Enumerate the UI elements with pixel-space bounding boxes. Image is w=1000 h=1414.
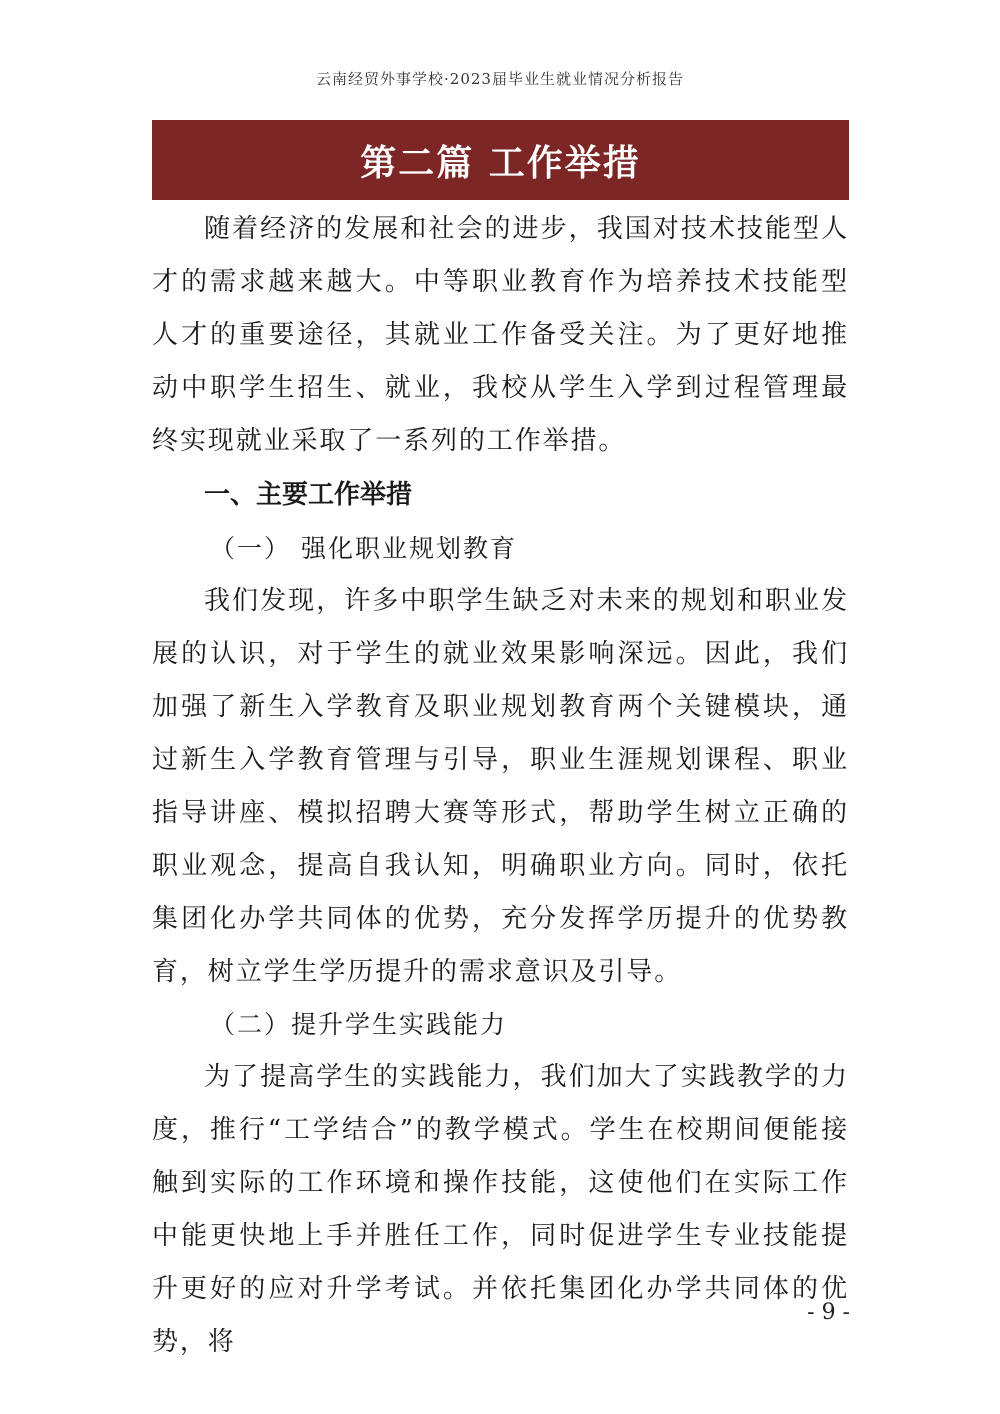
subsection-heading-1: （一） 强化职业规划教育	[210, 534, 517, 563]
subsection-heading-2: （二）提升学生实践能力	[210, 1010, 508, 1039]
chapter-banner	[152, 120, 849, 200]
subsection-paragraph-1: 我们发现，许多中职学生缺乏对未来的规划和职业发展的认识，对于学生的就业效果影响深远。因此，我们加强了新生入学教育及职业规划教育两个关键模块，通过新生入学教育管理与引导，职业生涯规划课程、职业指导讲座、模拟招聘大赛等形式，帮助学生树立正确的职业观念，提高自我认知，明确职业方向。同时，依托集团化办学共同体的优势，充分发挥学历提升的优势教育，树立学生学历提升的需求意识及引导。	[152, 586, 849, 987]
section-heading: 一、主要工作举措	[204, 480, 413, 510]
intro-paragraph: 随着经济的发展和社会的进步，我国对技术技能型人才的需求越来越大。中等职业教育作为培养技术技能型人才的重要途径，其就业工作备受关注。为了更好地推动中职学生招生、就业，我校从学生入学到过程管理最终实现就业采取了一系列的工作举措。	[152, 214, 849, 456]
page-number: - 9 -	[807, 1300, 850, 1325]
subsection-paragraph-2: 为了提高学生的实践能力，我们加大了实践教学的力度，推行“工学结合”的教学模式。学生在校期间便能接触到实际的工作环境和操作技能，这使他们在实际工作中能更快地上手并胜任工作，同时促进学生专业技能提升更好的应对升学考试。并依托集团化办学共同体的优势，将	[152, 1062, 849, 1357]
running-header: 云南经贸外事学校·2023届毕业生就业情况分析报告	[316, 70, 684, 88]
main-content	[152, 203, 849, 1369]
chapter-title: 第二篇 工作举措	[360, 141, 641, 184]
